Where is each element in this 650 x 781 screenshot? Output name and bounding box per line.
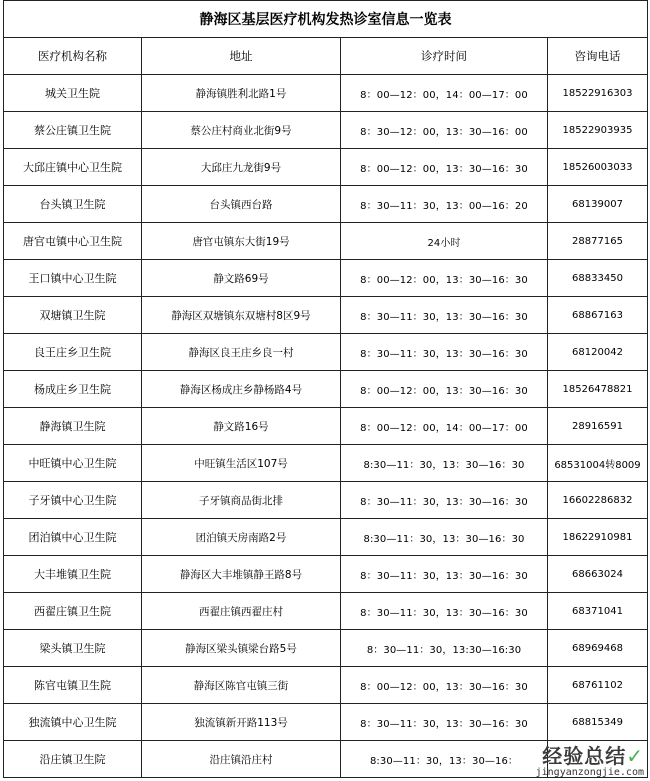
cell-address: 唐官屯镇东大街19号 bbox=[142, 223, 341, 260]
cell-name: 蔡公庄镇卫生院 bbox=[4, 112, 142, 149]
cell-hours: 8：00—12：00，13：30—16：30 bbox=[341, 149, 548, 186]
table-row bbox=[4, 556, 648, 593]
table-row bbox=[4, 741, 648, 778]
cell-hours: 8:30—11：30，13：30—16：30 bbox=[341, 519, 548, 556]
cell-name: 唐官屯镇中心卫生院 bbox=[4, 223, 142, 260]
watermark-logo: 经验总结✓ bbox=[542, 744, 644, 768]
cell-name: 城关卫生院 bbox=[4, 75, 142, 112]
cell-hours: 8：00—12：00，14：00—17：00 bbox=[341, 75, 548, 112]
cell-address: 静海区陈官屯镇三街 bbox=[142, 667, 341, 704]
cell-name: 子牙镇中心卫生院 bbox=[4, 482, 142, 519]
cell-name: 双塘镇卫生院 bbox=[4, 297, 142, 334]
cell-phone: 68120042 bbox=[548, 334, 648, 371]
cell-name: 王口镇中心卫生院 bbox=[4, 260, 142, 297]
table-row bbox=[4, 223, 648, 260]
cell-hours: 8：30—11：30，13：30—16：30 bbox=[341, 482, 548, 519]
cell-phone: 68531004转8009 bbox=[548, 445, 648, 482]
cell-hours: 8：30—11：30，13：30—16：30 bbox=[341, 593, 548, 630]
cell-phone: 18522903935 bbox=[548, 112, 648, 149]
cell-phone: 68663024 bbox=[548, 556, 648, 593]
header-address: 地址 bbox=[142, 38, 341, 75]
table-row bbox=[4, 371, 648, 408]
cell-hours: 8：00—12：00，14：00—17：00 bbox=[341, 408, 548, 445]
watermark-url: jingyanzongjie.com bbox=[535, 767, 644, 778]
table-row bbox=[4, 593, 648, 630]
cell-address: 静海区大丰堆镇静王路8号 bbox=[142, 556, 341, 593]
cell-address: 静文路69号 bbox=[142, 260, 341, 297]
cell-phone: 68969468 bbox=[548, 630, 648, 667]
cell-hours: 8:30—11：30，13：30—16：30 bbox=[341, 445, 548, 482]
cell-name: 良王庄乡卫生院 bbox=[4, 334, 142, 371]
table-row bbox=[4, 149, 648, 186]
cell-phone: 68833450 bbox=[548, 260, 648, 297]
cell-hours: 8：30—11：30，13：30—16：30 bbox=[341, 704, 548, 741]
cell-name: 团泊镇中心卫生院 bbox=[4, 519, 142, 556]
cell-name: 大邱庄镇中心卫生院 bbox=[4, 149, 142, 186]
cell-address: 静文路16号 bbox=[142, 408, 341, 445]
cell-phone: 68761102 bbox=[548, 667, 648, 704]
cell-hours: 8：30—11：30，13：30—16：30 bbox=[341, 334, 548, 371]
cell-phone: 18526478821 bbox=[548, 371, 648, 408]
cell-phone: 18526003033 bbox=[548, 149, 648, 186]
cell-hours: 8：00—12：00，13：30—16：30 bbox=[341, 667, 548, 704]
cell-address: 大邱庄九龙街9号 bbox=[142, 149, 341, 186]
table-row bbox=[4, 297, 648, 334]
cell-name: 台头镇卫生院 bbox=[4, 186, 142, 223]
header-hours: 诊疗时间 bbox=[341, 38, 548, 75]
cell-address: 静海区良王庄乡良一村 bbox=[142, 334, 341, 371]
cell-name: 静海镇卫生院 bbox=[4, 408, 142, 445]
clinic-info-table bbox=[3, 0, 648, 778]
table-row bbox=[4, 519, 648, 556]
cell-phone: 16602286832 bbox=[548, 482, 648, 519]
cell-address: 静海镇胜利北路1号 bbox=[142, 75, 341, 112]
table-row bbox=[4, 75, 648, 112]
cell-address: 台头镇西台路 bbox=[142, 186, 341, 223]
cell-phone: 68139007 bbox=[548, 186, 648, 223]
table-row bbox=[4, 445, 648, 482]
cell-address: 西翟庄镇西翟庄村 bbox=[142, 593, 341, 630]
cell-address: 子牙镇商品街北排 bbox=[142, 482, 341, 519]
cell-hours: 8：30—11：30，13:30—16:30 bbox=[341, 630, 548, 667]
cell-phone: 18622910981 bbox=[548, 519, 648, 556]
cell-name: 陈官屯镇卫生院 bbox=[4, 667, 142, 704]
cell-address: 团泊镇天房南路2号 bbox=[142, 519, 341, 556]
cell-hours: 8：00—12：00，13：30—16：30 bbox=[341, 371, 548, 408]
cell-name: 独流镇中心卫生院 bbox=[4, 704, 142, 741]
cell-name: 西翟庄镇卫生院 bbox=[4, 593, 142, 630]
cell-hours: 8：30—11：30，13：30—16：30 bbox=[341, 297, 548, 334]
table-row bbox=[4, 260, 648, 297]
cell-phone: 68371041 bbox=[548, 593, 648, 630]
cell-hours: 8：30—12：00，13：30—16：00 bbox=[341, 112, 548, 149]
cell-name: 大丰堆镇卫生院 bbox=[4, 556, 142, 593]
cell-phone: 28916591 bbox=[548, 408, 648, 445]
cell-phone: 68867163 bbox=[548, 297, 648, 334]
table-row bbox=[4, 186, 648, 223]
table-row bbox=[4, 667, 648, 704]
table-title: 静海区基层医疗机构发热诊室信息一览表 bbox=[4, 1, 648, 38]
cell-phone: 68815349 bbox=[548, 704, 648, 741]
table-row bbox=[4, 408, 648, 445]
cell-name: 梁头镇卫生院 bbox=[4, 630, 142, 667]
cell-hours: 24小时 bbox=[341, 223, 548, 260]
table-body bbox=[4, 75, 648, 778]
cell-phone bbox=[548, 741, 648, 778]
cell-address: 静海区杨成庄乡静杨路4号 bbox=[142, 371, 341, 408]
cell-phone: 18522916303 bbox=[548, 75, 648, 112]
cell-address: 蔡公庄村商业北街9号 bbox=[142, 112, 341, 149]
cell-name: 中旺镇中心卫生院 bbox=[4, 445, 142, 482]
cell-address: 沿庄镇沿庄村 bbox=[142, 741, 341, 778]
header-phone: 咨询电话 bbox=[548, 38, 648, 75]
cell-hours: 8:30—11：30，13：30—16： bbox=[341, 741, 548, 778]
cell-name: 沿庄镇卫生院 bbox=[4, 741, 142, 778]
check-icon: ✓ bbox=[626, 744, 644, 768]
table-row bbox=[4, 334, 648, 371]
cell-hours: 8：30—11：30，13：00—16：20 bbox=[341, 186, 548, 223]
cell-hours: 8：00—12：00，13：30—16：30 bbox=[341, 260, 548, 297]
cell-address: 静海区双塘镇东双塘村8区9号 bbox=[142, 297, 341, 334]
cell-address: 独流镇新开路113号 bbox=[142, 704, 341, 741]
cell-phone: 28877165 bbox=[548, 223, 648, 260]
table-row bbox=[4, 112, 648, 149]
cell-address: 静海区梁头镇梁台路5号 bbox=[142, 630, 341, 667]
cell-name: 杨成庄乡卫生院 bbox=[4, 371, 142, 408]
header-name: 医疗机构名称 bbox=[4, 38, 142, 75]
table-row bbox=[4, 482, 648, 519]
cell-address: 中旺镇生活区107号 bbox=[142, 445, 341, 482]
table-row bbox=[4, 630, 648, 667]
table-row bbox=[4, 704, 648, 741]
cell-hours: 8：30—11：30，13：30—16：30 bbox=[341, 556, 548, 593]
